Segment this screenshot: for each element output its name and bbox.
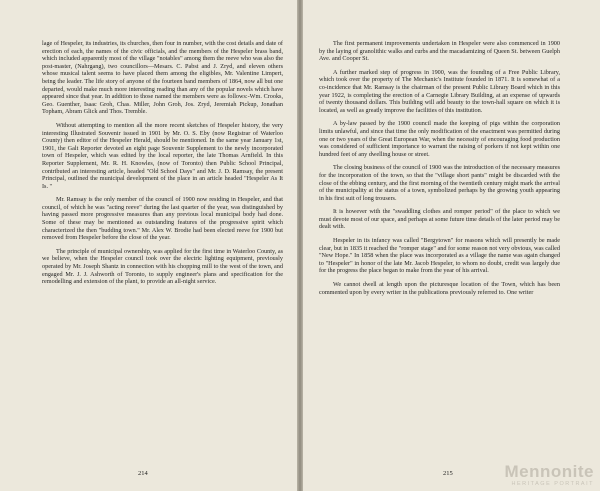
left-paragraph-1: lage of Hespeler, its industries, its churches, then four in number, with the cost details and date of erection of each, the names of the civic officials, and the members of the Hespeler brass band, which included apparently most of the village "notables" among them the reeve who was also the post-master, (Nahrgang), two councillors—Mesars. C. Pabst and J. Zryd, and eleven others whose musical talent seems to have placed them among the eligibles, Mr. Valentine Limpert, being the leader. The life story of anyone of the fourteen band members of 1864, now all but one departed, would make much more interesting reading than any of the popular novels which have appeared since that year. In addition to those named the members were as follows:-Wm. Crooks, Geo. Guenther, Isaac Groh, Chas. Miller, John Groh, Jos. Zryd, Jeremiah Pickup, Jonathan Topham, Abram Glick and Thos. Tremble. [42, 40, 283, 116]
left-paragraph-2: Without attempting to mention all the more recent sketches of Hespeler history, the very interesting Illustrated Souvenir issued in 1901 by Mr. O. S. Eby (now Registrar of Waterloo County) then editor of the Hespeler Herald, should be mentioned. In the same year January 1st, 1901, the Galt Reporter devoted an eight page Souvenir Supplement to the newly incorporated town of Hespeler, which was edited by the local reporter, the late Thomas Arnfield. In this Reporter Supplement, Mr. R. H. Knowles, (now of Toronto) then Public School Principal, contributed an interesting article, headed "Old School Days" and Mr. J. D. Ramsay, the present Principal, outlined the municipal development of the place in an article headed "Hespeler As It Is. " [42, 121, 283, 190]
left-paragraph-4: The principle of municipal ownership, was applied for the first time in Waterloo County, as we believe, when the Hespeler council took over the electric lighting equipment, previously operated by Mr. Joseph Shantz in connection with his chopping mill to the west of the town, and engaged Mr. J. J. Ashworth of Toronto, to supply engineer's plans and specification for the remodelling and extension of the plant, to provide an all-night service. [42, 247, 283, 286]
right-paragraph-6: Hespeler in its infancy was called "Bergytown" for reasons which will presently be made clear, but in 1835 it reached the "romper stage" and for some reason not very obvious, was called "New Hope." In 1858 when the place was incorporated as a village the name was again changed to "Hespeler" in honor of the late Mr. Jacob Hespeler, to whom no doubt, credit was largely due for the progress the place began to make from the year of his arrival. [319, 237, 560, 275]
left-page-number: 214 [138, 470, 148, 477]
left-paragraph-3: Mr. Ramsay is the only member of the council of 1900 now residing in Hespeler, and that council, of which he was "acting reeve" during the last quarter of the year, was distinguished by having passed more progressive measures than any previous local municipal body had done. Some of these may be mentioned as outstanding features of the progressive spirit which characterized the then "budding town." Mr. Alex W. Brodie had been elected reeve for 1900 but removed from Hespeler before the close of the year. [42, 196, 283, 242]
right-paragraph-3: A by-law passed by the 1900 council made the keeping of pigs within the corporation limits unlawful, and since that time the only modification of the enactment was permitted during one or two years of the Great European War, when the necessity of encouraging food production was considered of sufficient importance to warrant the raising of porkers if not kept within one hundred feet of any dwelling house or street. [319, 120, 560, 158]
right-paragraph-2: A further marked step of progress in 1900, was the founding of a Free Public Library, which took over the property of The Mechanic's Institute founded in 1871. It is somewhat of a co-incidence that Mr. Ramsay is the chairman of the present Public Library Board which in this year 1922, is completing the erection of a Carnegie Library Building, at an expense of upwards of twenty thousand dollars. This building will add beauty to the town-hall square on which it is located, as well as greatly improve the facilities of this institution. [319, 68, 560, 114]
right-paragraph-5: It is however with the "swaddling clothes and romper period" of the place to which we must devote most of our space, and perhaps at some future time details of the later period may be dealt with. [319, 208, 560, 231]
right-paragraph-4: The closing business of the council of 1900 was the introduction of the necessary measures for the incorporation of the town, so that the "village short pants" might be discarded with the close of the ebbing century, and the first morning of the twentieth century might mark the arrival of the municipality at the status of a town, symbolized perhaps by the growing youth appearing in his first suit of long trousers. [319, 164, 560, 202]
watermark-title: Mennonite [504, 462, 594, 481]
right-page-number: 215 [443, 470, 453, 477]
left-page [0, 0, 297, 491]
watermark-subtitle: HERITAGE PORTRAIT [511, 481, 594, 487]
right-paragraph-1: The first permanent improvements undertaken in Hespeler were also commenced in 1900 by the laying of granolithic walks and curbs and the macadamizing of Queen St. between Guelph Ave. and Cooper St. [319, 40, 560, 63]
right-page [303, 0, 600, 491]
right-paragraph-7: We cannot dwell at length upon the picturesque location of the Town, which has been commented upon by every writer in the publications previously referred to. One writer [319, 281, 560, 296]
watermark-logo [505, 463, 595, 487]
